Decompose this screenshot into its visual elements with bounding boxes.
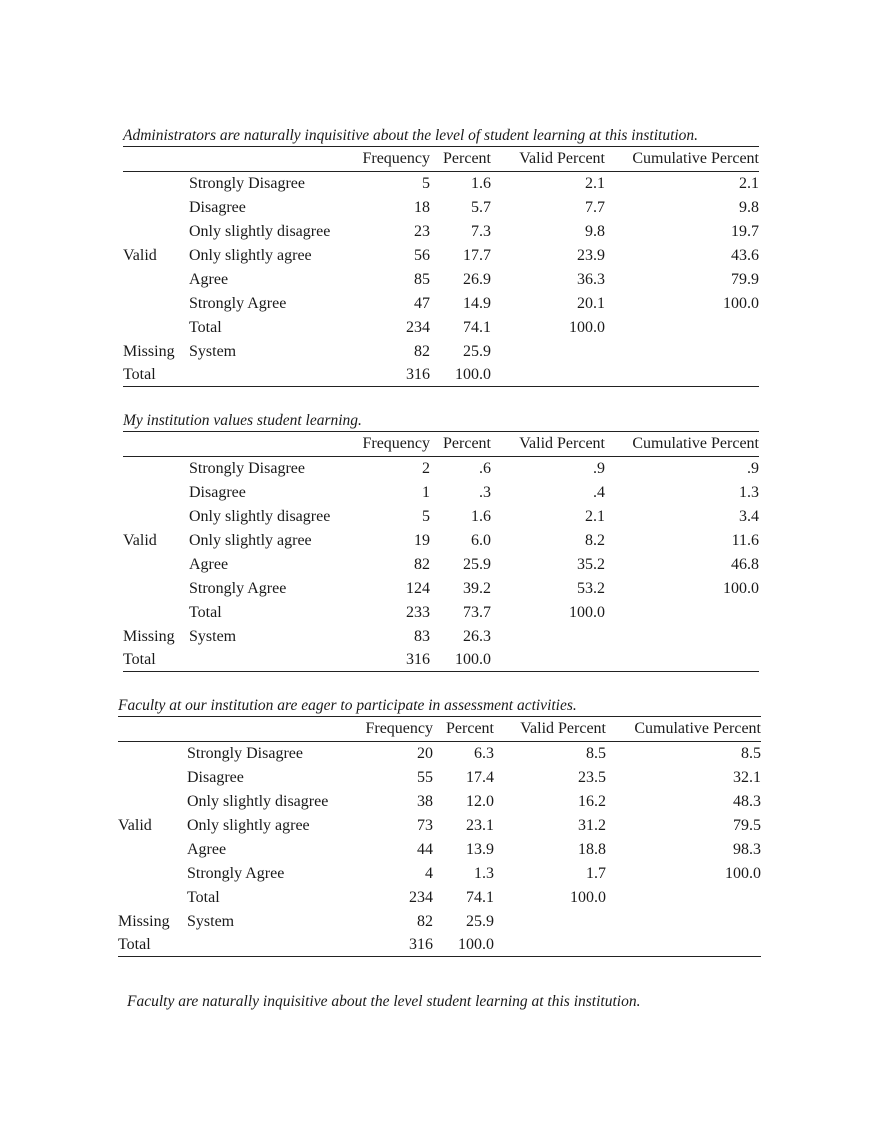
valid-percent-cell: 23.5 bbox=[578, 769, 606, 786]
table-row bbox=[123, 481, 759, 505]
cumulative-percent-cell: 43.6 bbox=[731, 247, 759, 264]
frequency-cell: 82 bbox=[414, 556, 430, 573]
table-row bbox=[123, 601, 759, 625]
table-row bbox=[123, 268, 759, 292]
group-label-total: Total bbox=[123, 651, 156, 668]
table-row bbox=[123, 316, 759, 340]
percent-cell: 6.0 bbox=[471, 532, 491, 549]
group-label-valid: Valid bbox=[118, 817, 152, 834]
percent-cell: 5.7 bbox=[471, 199, 491, 216]
frequency-table bbox=[123, 146, 759, 387]
frequency-table bbox=[118, 716, 761, 957]
row-label: Agree bbox=[189, 271, 229, 288]
percent-cell: 23.1 bbox=[466, 817, 494, 834]
row-label: Disagree bbox=[187, 769, 244, 786]
table-row bbox=[123, 172, 759, 197]
row-label: Agree bbox=[189, 556, 229, 573]
table-caption: Administrators are naturally inquisitive about the level of student learning at this institution. bbox=[123, 127, 699, 144]
frequency-cell: 55 bbox=[417, 769, 433, 786]
frequency-cell: 316 bbox=[406, 366, 430, 383]
frequency-cell: 316 bbox=[406, 651, 430, 668]
row-label: Agree bbox=[187, 841, 227, 858]
valid-percent-cell: 2.1 bbox=[585, 175, 605, 192]
table-row-missing bbox=[118, 910, 761, 933]
header-valid-percent: Valid Percent bbox=[491, 432, 605, 457]
frequency-cell: 124 bbox=[406, 580, 430, 597]
table-row bbox=[123, 505, 759, 529]
header-frequency: Frequency bbox=[355, 432, 430, 457]
percent-cell: 26.9 bbox=[463, 271, 491, 288]
percent-cell: 100.0 bbox=[455, 366, 491, 383]
header-frequency: Frequency bbox=[355, 147, 430, 172]
percent-cell: 13.9 bbox=[466, 841, 494, 858]
cumulative-percent-cell: 8.5 bbox=[741, 745, 761, 762]
valid-percent-cell: 31.2 bbox=[578, 817, 606, 834]
frequency-cell: 5 bbox=[422, 175, 430, 192]
percent-cell: .3 bbox=[479, 484, 491, 501]
row-label: Strongly Agree bbox=[189, 580, 287, 597]
table-header-row bbox=[118, 717, 761, 742]
percent-cell: .6 bbox=[479, 460, 491, 477]
valid-percent-cell: 2.1 bbox=[585, 508, 605, 525]
percent-cell: 1.6 bbox=[471, 508, 491, 525]
header-percent: Percent bbox=[430, 147, 491, 172]
cumulative-percent-cell: .9 bbox=[747, 460, 759, 477]
header-valid-percent: Valid Percent bbox=[491, 147, 605, 172]
table-row bbox=[118, 862, 761, 886]
row-label: Strongly Disagree bbox=[189, 460, 305, 477]
valid-percent-cell: 18.8 bbox=[578, 841, 606, 858]
cumulative-percent-cell: 100.0 bbox=[725, 865, 761, 882]
valid-percent-cell: 53.2 bbox=[577, 580, 605, 597]
cumulative-percent-cell: 9.8 bbox=[739, 199, 759, 216]
cumulative-percent-cell: 3.4 bbox=[739, 508, 759, 525]
valid-percent-cell: 100.0 bbox=[570, 889, 606, 906]
header-percent: Percent bbox=[433, 717, 494, 742]
frequency-cell: 20 bbox=[417, 745, 433, 762]
percent-cell: 100.0 bbox=[458, 936, 494, 953]
table-row bbox=[118, 838, 761, 862]
row-label: Strongly Agree bbox=[187, 865, 285, 882]
percent-cell: 39.2 bbox=[463, 580, 491, 597]
table-row bbox=[123, 196, 759, 220]
cumulative-percent-cell: 79.9 bbox=[731, 271, 759, 288]
valid-percent-cell: 8.2 bbox=[585, 532, 605, 549]
frequency-table-block bbox=[123, 411, 759, 672]
frequency-cell: 234 bbox=[406, 319, 430, 336]
header-percent: Percent bbox=[430, 432, 491, 457]
table-row-total bbox=[118, 933, 761, 957]
valid-percent-cell: 16.2 bbox=[578, 793, 606, 810]
table-row bbox=[123, 529, 759, 553]
frequency-cell: 2 bbox=[422, 460, 430, 477]
row-label: Strongly Agree bbox=[189, 295, 287, 312]
header-cumulative-percent: Cumulative Percent bbox=[605, 147, 759, 172]
frequency-table-block bbox=[123, 126, 759, 387]
row-label: Disagree bbox=[189, 484, 246, 501]
table-row bbox=[118, 790, 761, 814]
row-label: Strongly Disagree bbox=[187, 745, 303, 762]
valid-percent-cell: 36.3 bbox=[577, 271, 605, 288]
percent-cell: 26.3 bbox=[463, 628, 491, 645]
frequency-cell: 44 bbox=[417, 841, 433, 858]
percent-cell: 73.7 bbox=[463, 604, 491, 621]
percent-cell: 6.3 bbox=[474, 745, 494, 762]
frequency-cell: 233 bbox=[406, 604, 430, 621]
row-label: Total bbox=[189, 604, 222, 621]
group-label-missing: Missing bbox=[118, 913, 170, 930]
row-label: Only slightly disagree bbox=[187, 793, 329, 810]
table-row-total bbox=[123, 648, 759, 672]
frequency-cell: 82 bbox=[417, 913, 433, 930]
header-cumulative-percent: Cumulative Percent bbox=[606, 717, 761, 742]
valid-percent-cell: 1.7 bbox=[586, 865, 606, 882]
percent-cell: 1.6 bbox=[471, 175, 491, 192]
row-label: System bbox=[189, 343, 237, 360]
row-label: Total bbox=[189, 319, 222, 336]
header-cumulative-percent: Cumulative Percent bbox=[605, 432, 759, 457]
row-label: System bbox=[187, 913, 235, 930]
group-label-missing: Missing bbox=[123, 628, 175, 645]
table-row bbox=[123, 577, 759, 601]
cumulative-percent-cell: 100.0 bbox=[723, 580, 759, 597]
row-label: Only slightly agree bbox=[189, 532, 312, 549]
row-label: Only slightly disagree bbox=[189, 223, 331, 240]
row-label: Disagree bbox=[189, 199, 246, 216]
cumulative-percent-cell: 98.3 bbox=[733, 841, 761, 858]
frequency-cell: 82 bbox=[414, 343, 430, 360]
cumulative-percent-cell: 1.3 bbox=[739, 484, 759, 501]
header-valid-percent: Valid Percent bbox=[494, 717, 606, 742]
table-header-row bbox=[123, 432, 759, 457]
percent-cell: 12.0 bbox=[466, 793, 494, 810]
cumulative-percent-cell: 79.5 bbox=[733, 817, 761, 834]
cumulative-percent-cell: 48.3 bbox=[733, 793, 761, 810]
table-row-missing bbox=[123, 340, 759, 363]
group-label-missing: Missing bbox=[123, 343, 175, 360]
frequency-cell: 4 bbox=[425, 865, 433, 882]
frequency-cell: 83 bbox=[414, 628, 430, 645]
valid-percent-cell: .9 bbox=[593, 460, 605, 477]
cumulative-percent-cell: 32.1 bbox=[733, 769, 761, 786]
row-label: Total bbox=[187, 889, 220, 906]
percent-cell: 14.9 bbox=[463, 295, 491, 312]
frequency-cell: 47 bbox=[414, 295, 430, 312]
table-row bbox=[123, 553, 759, 577]
cumulative-percent-cell: 19.7 bbox=[731, 223, 759, 240]
table-row bbox=[123, 220, 759, 244]
frequency-cell: 18 bbox=[414, 199, 430, 216]
frequency-cell: 73 bbox=[417, 817, 433, 834]
frequency-table bbox=[123, 431, 759, 672]
row-label: Only slightly agree bbox=[187, 817, 310, 834]
frequency-cell: 234 bbox=[409, 889, 433, 906]
percent-cell: 17.7 bbox=[463, 247, 491, 264]
table-row bbox=[118, 766, 761, 790]
table-caption: Faculty at our institution are eager to participate in assessment activities. bbox=[118, 697, 577, 714]
frequency-cell: 316 bbox=[409, 936, 433, 953]
table-row bbox=[123, 457, 759, 482]
table-row bbox=[118, 742, 761, 767]
group-label-total: Total bbox=[118, 936, 151, 953]
cumulative-percent-cell bbox=[605, 316, 759, 340]
group-label-valid: Valid bbox=[123, 247, 157, 264]
table-row bbox=[123, 292, 759, 316]
cumulative-percent-cell bbox=[605, 601, 759, 625]
frequency-cell: 23 bbox=[414, 223, 430, 240]
frequency-table-block bbox=[118, 696, 761, 957]
table-row bbox=[123, 244, 759, 268]
valid-percent-cell: 8.5 bbox=[586, 745, 606, 762]
percent-cell: 74.1 bbox=[466, 889, 494, 906]
trailing-caption: Faculty are naturally inquisitive about the level student learning at this institution. bbox=[127, 993, 641, 1010]
row-label: Only slightly agree bbox=[189, 247, 312, 264]
valid-percent-cell: 23.9 bbox=[577, 247, 605, 264]
table-row bbox=[118, 814, 761, 838]
group-label-valid: Valid bbox=[123, 532, 157, 549]
percent-cell: 7.3 bbox=[471, 223, 491, 240]
row-label: Strongly Disagree bbox=[189, 175, 305, 192]
frequency-cell: 19 bbox=[414, 532, 430, 549]
valid-percent-cell: 7.7 bbox=[585, 199, 605, 216]
valid-percent-cell: 20.1 bbox=[577, 295, 605, 312]
frequency-cell: 85 bbox=[414, 271, 430, 288]
frequency-cell: 5 bbox=[422, 508, 430, 525]
valid-percent-cell: 100.0 bbox=[569, 604, 605, 621]
cumulative-percent-cell: 100.0 bbox=[723, 295, 759, 312]
percent-cell: 100.0 bbox=[455, 651, 491, 668]
percent-cell: 25.9 bbox=[466, 913, 494, 930]
frequency-cell: 56 bbox=[414, 247, 430, 264]
table-header-row bbox=[123, 147, 759, 172]
valid-percent-cell: .4 bbox=[593, 484, 605, 501]
header-frequency: Frequency bbox=[355, 717, 433, 742]
valid-percent-cell: 9.8 bbox=[585, 223, 605, 240]
group-label-total: Total bbox=[123, 366, 156, 383]
row-label: Only slightly disagree bbox=[189, 508, 331, 525]
table-row-total bbox=[123, 363, 759, 387]
row-label: System bbox=[189, 628, 237, 645]
valid-percent-cell: 100.0 bbox=[569, 319, 605, 336]
cumulative-percent-cell: 2.1 bbox=[739, 175, 759, 192]
percent-cell: 25.9 bbox=[463, 343, 491, 360]
percent-cell: 25.9 bbox=[463, 556, 491, 573]
cumulative-percent-cell bbox=[606, 886, 761, 910]
cumulative-percent-cell: 46.8 bbox=[731, 556, 759, 573]
frequency-cell: 1 bbox=[422, 484, 430, 501]
table-row bbox=[118, 886, 761, 910]
frequency-cell: 38 bbox=[417, 793, 433, 810]
percent-cell: 74.1 bbox=[463, 319, 491, 336]
percent-cell: 17.4 bbox=[466, 769, 494, 786]
table-caption: My institution values student learning. bbox=[123, 412, 362, 429]
table-row-missing bbox=[123, 625, 759, 648]
valid-percent-cell: 35.2 bbox=[577, 556, 605, 573]
percent-cell: 1.3 bbox=[474, 865, 494, 882]
cumulative-percent-cell: 11.6 bbox=[731, 532, 759, 549]
